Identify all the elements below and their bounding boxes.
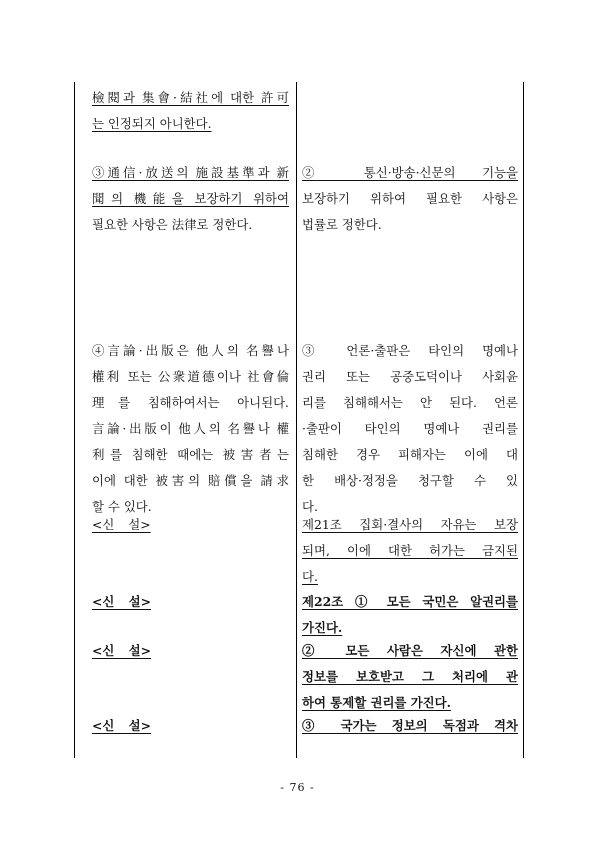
text-line: 권리 또는 공중도덕이나 사회윤 [302, 369, 518, 384]
text-line: 필요한 사항은 法律로 정한다. [92, 217, 253, 232]
table-column-divider [296, 82, 297, 758]
text-line: 言論·出版이 他人의 名譽나 權 [92, 421, 289, 436]
text-line: 한 배상·정정을 청구할 수 있 [302, 473, 518, 488]
text-line: ④言論·出版은 他人의 名譽나 [92, 343, 289, 358]
text-line: 다. [302, 499, 318, 514]
text-line: 하여 통제할 권리를 가진다. [302, 695, 451, 710]
text-line: 이에 대한 被害의 賠償을 請求 [92, 473, 289, 488]
page-number: - 76 - [280, 781, 315, 794]
left-new-provision-1 [92, 512, 289, 538]
text-line: ② 모든 사람은 자신에 관한 [302, 643, 518, 658]
new-provision-label: <신 설> [92, 718, 152, 733]
text-line: 침해한 경우 피해자는 이에 대 [302, 447, 518, 462]
text-line: 다. [302, 569, 318, 584]
table-right-border [523, 82, 524, 758]
text-line: ③ 국가는 정보의 독점과 격차 [302, 718, 518, 733]
new-provision-label: <신 설> [92, 594, 152, 609]
text-line: 리를 침해해서는 안 된다. 언론 [302, 395, 518, 410]
text-line: 정보를 보호받고 그 처리에 관 [302, 669, 518, 684]
new-provision-label: <신 설> [92, 643, 152, 658]
new-provision-label: <신 설> [92, 517, 151, 532]
text-line: 가진다. [302, 620, 343, 635]
right-article-21 [302, 512, 518, 590]
left-new-provision-3 [92, 638, 289, 664]
left-new-provision-4 [92, 713, 289, 739]
text-line: 權利 또는 公衆道德이나 社會倫 [92, 369, 289, 384]
text-line: 되며, 이에 대한 허가는 금지된 [302, 543, 518, 558]
text-line: 聞의 機能을 보장하기 위하여 [92, 191, 289, 206]
text-line: 利를 침해한 때에는 被害者는 [92, 447, 289, 462]
text-line: ·출판이 타인의 명예나 권리를 [302, 421, 518, 436]
left-cell-paragraph-3 [92, 160, 289, 238]
text-line: 제22조 ① 모든 국민은 알권리를 [302, 594, 518, 609]
left-new-provision-2 [92, 589, 289, 615]
left-cell-paragraph-4 [92, 338, 289, 520]
text-line: 보장하기 위하여 필요한 사항은 [302, 191, 518, 206]
table-left-border [74, 82, 75, 758]
text-line: 제21조 집회·결사의 자유는 보장 [302, 517, 518, 532]
text-line: 檢閱과 集會·結社에 대한 許可 [92, 90, 289, 105]
text-line: 理를 침해하여서는 아니된다. [92, 395, 289, 410]
text-line: ③通信·放送의 施設基準과 新 [92, 165, 289, 180]
right-cell-paragraph-2 [302, 160, 518, 238]
right-article-22-para-2 [302, 638, 518, 716]
right-article-22-para-3 [302, 713, 518, 739]
text-line: 법률로 정한다. [302, 217, 382, 232]
text-line: ③ 언론·출판은 타인의 명예나 [302, 343, 518, 358]
right-article-22-para-1 [302, 589, 518, 641]
text-line: ② 통신·방송·신문의 기능을 [302, 165, 518, 180]
right-cell-paragraph-3 [302, 338, 518, 520]
text-line: 할 수 있다. [92, 499, 152, 514]
text-line: 는 인정되지 아니한다. [92, 116, 212, 131]
left-cell-permission [92, 85, 289, 137]
